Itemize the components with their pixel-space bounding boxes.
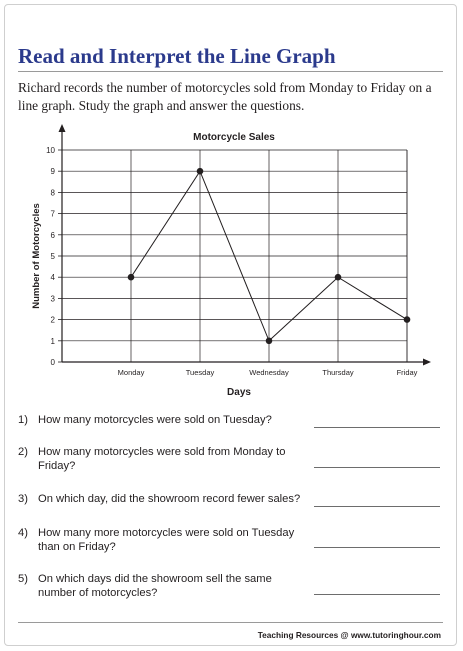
question-4-number: 4): [18, 527, 28, 539]
question-2: [18, 445, 308, 473]
data-point-friday: [404, 316, 411, 323]
x-tick-label-2: Wednesday: [249, 368, 289, 377]
x-axis-title: Days: [227, 387, 251, 398]
data-point-monday: [128, 274, 135, 281]
y-tick-label-1: 1: [50, 336, 55, 346]
question-5-text: On which days did the showroom sell the same number of motorcycles?: [38, 573, 272, 599]
x-axis-arrow: [423, 359, 431, 366]
y-axis-arrow: [59, 124, 66, 132]
question-3-number: 3): [18, 493, 28, 505]
data-point-thursday: [335, 274, 342, 281]
question-5: [18, 572, 308, 600]
y-tick-label-3: 3: [50, 294, 55, 304]
footer-divider: [18, 622, 443, 623]
y-tick-label-0: 0: [50, 358, 55, 367]
question-1: [18, 413, 308, 427]
x-tick-label-4: Friday: [396, 368, 418, 377]
chart-title: Motorcycle Sales: [193, 132, 275, 143]
y-tick-label-5: 5: [50, 252, 55, 261]
worksheet-title: Read and Interpret the Line Graph: [18, 44, 336, 68]
y-tick-label-4: 4: [50, 273, 55, 283]
question-1-text: How many motorcycles were sold on Tuesday?: [38, 414, 272, 426]
answer-line-2[interactable]: [314, 467, 440, 468]
answer-line-4[interactable]: [314, 547, 440, 548]
question-2-text: How many motorcycles were sold from Monday to Friday?: [38, 446, 286, 472]
data-point-wednesday: [266, 338, 273, 345]
y-axis-title: Number of Motorcycles: [31, 203, 42, 309]
y-tick-label-8: 8: [50, 188, 55, 198]
question-2-number: 2): [18, 446, 28, 458]
answer-line-3[interactable]: [314, 506, 440, 507]
y-tick-label-2: 2: [50, 315, 55, 325]
answer-line-5[interactable]: [314, 594, 440, 595]
y-tick-label-9: 9: [50, 167, 55, 177]
y-tick-label-6: 6: [50, 230, 55, 240]
question-3: [18, 492, 308, 506]
question-5-number: 5): [18, 573, 28, 585]
footer-credit: Teaching Resources @ www.tutoringhour.com: [257, 630, 441, 640]
question-4-text: How many more motorcycles were sold on Tuesday than on Friday?: [38, 527, 295, 553]
x-tick-label-3: Thursday: [322, 368, 354, 377]
answer-line-1[interactable]: [314, 427, 440, 428]
intro-paragraph: Richard records the number of motorcycles sold from Monday to Friday on a line graph. Study the graph and answer the questions.: [18, 80, 432, 113]
question-4: [18, 526, 308, 554]
question-3-text: On which day, did the showroom record fewer sales?: [38, 493, 301, 505]
y-tick-label-7: 7: [50, 209, 55, 219]
data-point-tuesday: [197, 168, 204, 175]
x-tick-label-1: Tuesday: [185, 368, 215, 377]
question-1-number: 1): [18, 414, 28, 426]
y-tick-label-10: 10: [46, 146, 55, 155]
x-tick-label-0: Monday: [117, 368, 145, 377]
